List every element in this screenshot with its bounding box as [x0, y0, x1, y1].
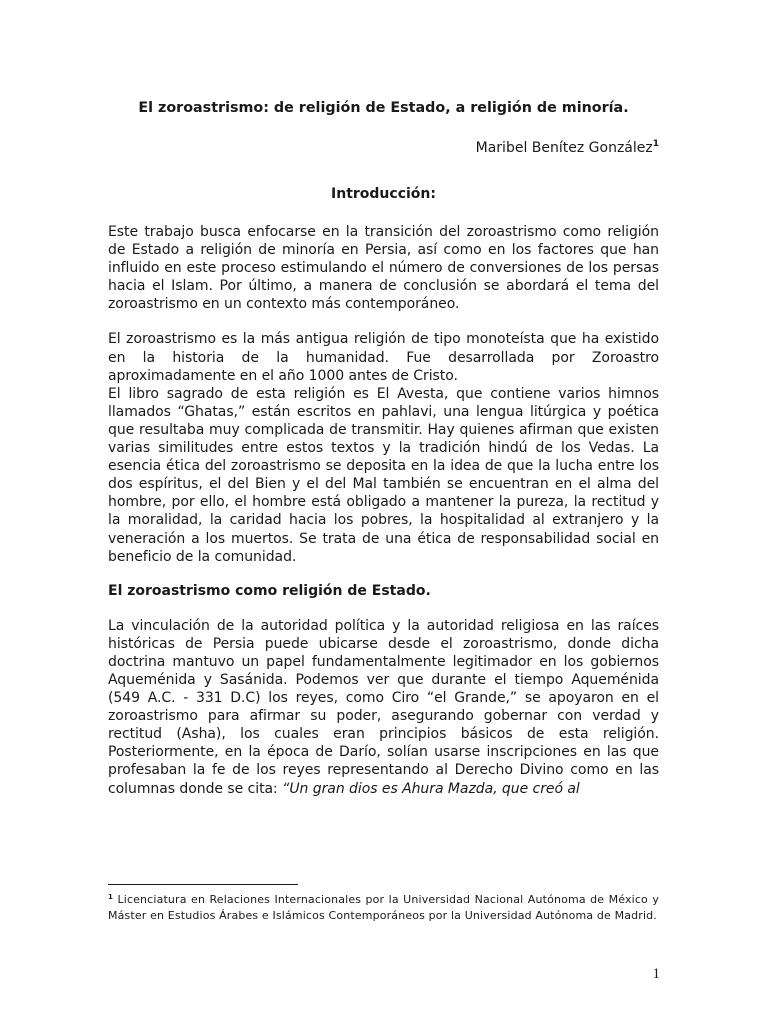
document-title: El zoroastrismo: de religión de Estado, a religión de minoría.	[138, 100, 629, 116]
intro-paragraph-3: El libro sagrado de esta religión es El Avesta, que contiene varios himnos llamados “Ghatas,” están escritos en pahlavi, una lengua litúrgica y poética que resultaba muy complicada de transmitir. Hay quienes afirman que existen varias similitudes entre estos textos y la tradición hindú de los Vedas. La esencia ética del zoroastrismo se deposita en la idea de que la lucha entre los dos espíritus, el del Bien y el del Mal también se encuentran en el alma del hombre, por ello, el hombre está obligado a mantener la pureza, la rectitud y la moralidad, la caridad hacia los pobres, la hospitalidad al extranjero y la veneración a los muertos. Se trata de una ética de responsabilidad social en beneficio de la comunidad.	[108, 385, 659, 565]
section-paragraph	[108, 617, 659, 798]
section-quote: “Un gran dios es Ahura Mazda, que creó al	[282, 780, 580, 797]
page-number: 1	[652, 966, 660, 982]
author-name: Maribel Benítez González	[475, 140, 653, 156]
author-footnote-marker[interactable]: 1	[652, 139, 659, 149]
section-paragraph-text: La vinculación de la autoridad política y la autoridad religiosa en las raíces históricas de Persia puede ubicarse desde el zoroastrismo, donde dicha doctrina mantuvo un papel fundamentalmente legitimador en los gobiernos Aqueménida y Sasánida. Podemos ver que durante el tiempo Aqueménida (549 A.C. - 331 D.C) los reyes, como Ciro “el Grande,” se apoyaron en el zoroastrismo para afirmar su poder, asegurando gobernar con verdad y rectitud (Asha), los cuales eran principios básicos de esta religión. Posteriormente, en la época de Darío, solían usarse inscripciones en las que profesaban la fe de los reyes representando al Derecho Divino como en las columnas donde se cita:	[108, 617, 659, 797]
intro-paragraph-1: Este trabajo busca enfocarse en la transición del zoroastrismo como religión de Estado a religión de minoría en Persia, así como en los factores que han influido en este proceso estimulando el número de conversiones de los persas hacia el Islam. Por último, a manera de conclusión se abordará el tema del zoroastrismo en un contexto más contemporáneo.	[108, 224, 659, 313]
footnote-marker: 1	[108, 893, 114, 901]
footnote	[108, 890, 659, 923]
intro-paragraph-2: El zoroastrismo es la más antigua religión de tipo monoteísta que ha existido en la historia de la humanidad. Fue desarrollada por Zoroastro aproximadamente en el año 1000 antes de Cristo.	[108, 331, 659, 384]
introduction-heading: Introducción:	[331, 186, 436, 202]
author-line	[108, 135, 659, 157]
footnote-separator	[108, 884, 298, 885]
document-page	[108, 98, 659, 798]
section-heading: El zoroastrismo como religión de Estado.	[108, 582, 431, 599]
footnote-text: Licenciatura en Relaciones Internacionales por la Universidad Nacional Autónoma de México y Máster en Estudios Árabes e Islámicos Contemporáneos por la Universidad Autónoma de Madrid.	[108, 893, 659, 922]
